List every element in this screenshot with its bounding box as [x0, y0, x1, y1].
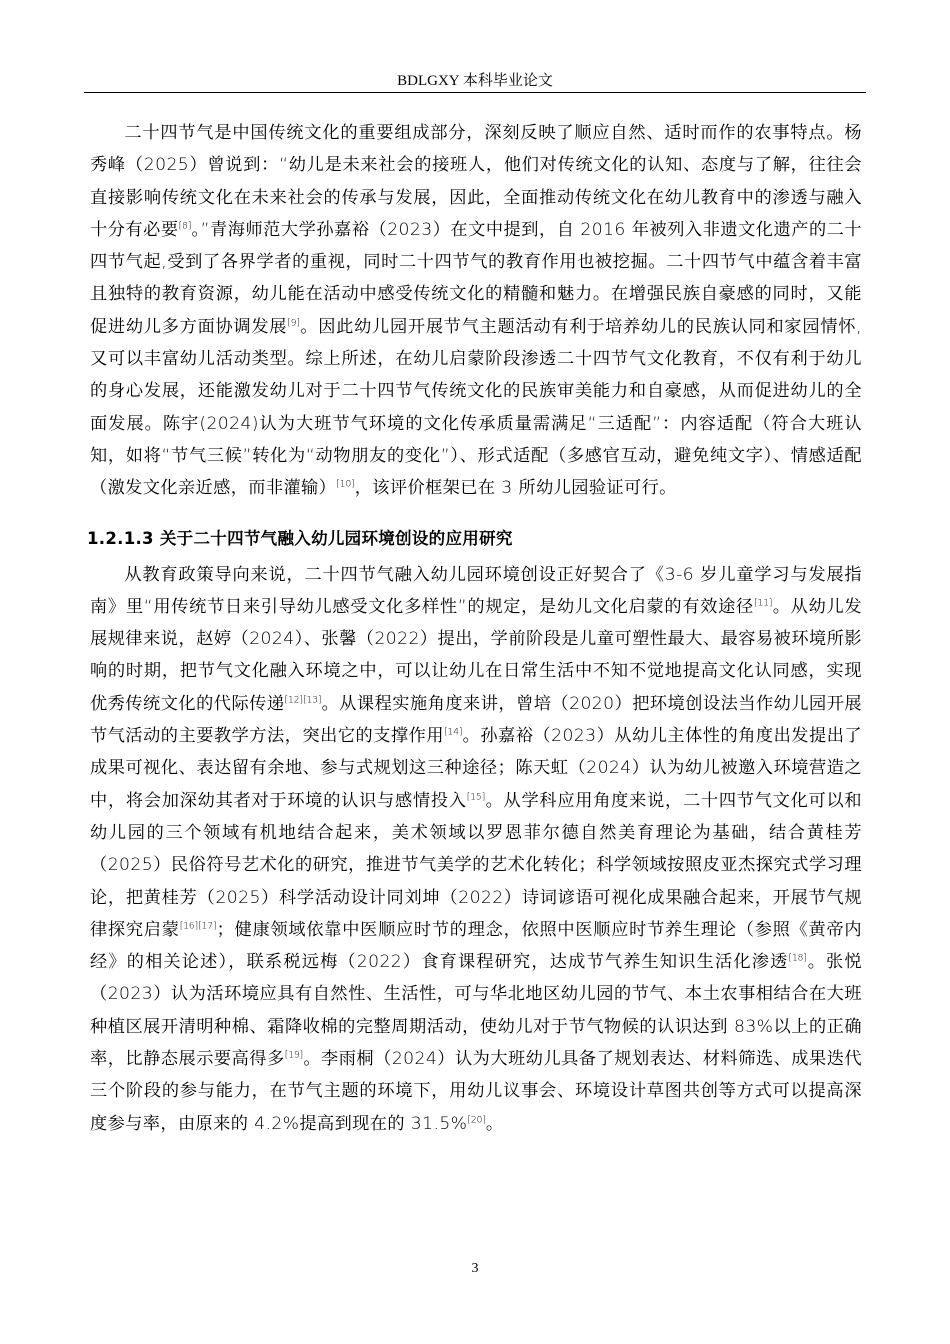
- citation-ref: [16][17]: [179, 921, 217, 932]
- citation-ref: [20]: [467, 1114, 486, 1125]
- section-heading: 1.2.1.3 关于二十四节气融入幼儿园环境创设的应用研究: [87, 528, 513, 548]
- citation-ref: [9]: [287, 318, 300, 329]
- text-run: 。从课程实施角度来讲，曾培（2020）把环境创设法当作幼儿园开展节气活动的主要教学方法，突出它的支撑作用: [90, 693, 863, 747]
- page-body: [87, 117, 863, 1140]
- citation-ref: [18]: [788, 953, 807, 964]
- text-run: ；健康领域依靠中医顺应时节的理念，依照中医顺应时节养生理论（参照《黄帝内经》的相关论述），联系税远梅（2022）食育课程研究，达成节气养生知识生活化渗透: [90, 919, 862, 973]
- citation-ref: [8]: [178, 221, 192, 232]
- text-run: 二十四节气是中国传统文化的重要组成部分，深刻反映了顺应自然、适时而作的农事特点。杨秀峰（2025）曾说到：“幼儿是未来社会的接班人，他们对传统文化的认知、态度与了解，往往会直接影响传统文化在未来社会的传承与发展，因此，全面推动传统文化在幼儿教育中的渗透与融入十分有必要: [90, 123, 862, 240]
- citation-ref: [14]: [444, 727, 463, 738]
- text-run: 。孙嘉裕（2023）从幼儿主体性的角度出发提出了成果可视化、表达留有余地、参与式规划这三种途径；陈天虹（2024）认为幼儿被邀入环境营造之中，将会加深幼其者对于环境的认识与感情投入: [90, 726, 862, 811]
- paragraph: [90, 559, 862, 1140]
- text-run: 。因此幼儿园开展节气主题活动有利于培养幼儿的民族认同和家园情怀,又可以丰富幼儿活动类型。综上所述，在幼儿启蒙阶段渗透二十四节气文化教育，不仅有利于幼儿的身心发展，还能激发幼儿对于二十四节气传统文化的民族审美能力和自豪感，从而促进幼儿的全面发展。陈宇(2024)认为大班节气环境的文化传承质量需满足“三适配”：内容适配（符合大班认知，如将“节气三候”转化为“动物朋友的变化”）、形式适配（多感官互动，避免纯文字）、情感适配（激发文化亲近感，而非灌输）: [90, 316, 862, 499]
- citation-ref: [12][13]: [284, 695, 322, 706]
- text-run: 。”青海师范大学孙嘉裕（2023）在文中提到，自 2016 年被列入非遗文化遗产的二十四节气起,受到了各界学者的重视，同时二十四节气的教育作用也被挖掘。二十四节气中蕴含着丰富且独特的教育资源，幼儿能在活动中感受传统文化的精髓和魅力。在增强民族自豪感的同时，又能促进幼儿多方面协调发展: [90, 219, 862, 337]
- text-run: 。李雨桐（2024）认为大班幼儿具备了规划表达、材料筛选、成果迭代三个阶段的参与能力，在节气主题的环境下，用幼儿议事会、环境设计草图共创等方式可以提高深度参与率，由原来的 4.2%提高到现在的 31.5%: [90, 1049, 862, 1134]
- citation-ref: [15]: [466, 791, 486, 802]
- text-run: 。: [485, 1113, 504, 1134]
- page-number: 3: [471, 1261, 479, 1276]
- paragraph: [90, 117, 862, 505]
- running-header: BDLGXY 本科毕业论文: [397, 73, 553, 89]
- text-run: 。从学科应用角度来说，二十四节气文化可以和幼儿园的三个领域有机地结合起来，美术领域以罗恩菲尔德自然美育理论为基础，结合黄桂芳（2025）民俗符号艺术化的研究，推进节气美学的艺术化转化；科学领域按照皮亚杰探究式学习理论，把黄桂芳（2025）科学活动设计同刘坤（2022）诗词谚语可视化成果融合起来，开展节气规律探究启蒙: [90, 790, 863, 940]
- header-divider: [84, 92, 866, 93]
- citation-ref: [10]: [336, 479, 355, 490]
- text-run: ，该评价框架已在 3 所幼儿园验证可行。: [354, 478, 677, 499]
- text-run: 从教育政策导向来说，二十四节气融入幼儿园环境创设正好契合了《3-6 岁儿童学习与发展指南》里“用传统节日来引导幼儿感受文化多样性”的规定，是幼儿文化启蒙的有效途径: [90, 564, 862, 617]
- citation-ref: [19]: [284, 1050, 304, 1061]
- text-run: 。从幼儿发展规律来说，赵婷（2024）、张馨（2022）提出，学前阶段是儿童可塑性最大、最容易被环境所影响的时期，把节气文化融入环境之中，可以让幼儿在日常生活中不知不觉地提高文化认同感，实现优秀传统文化的代际传递: [90, 596, 862, 714]
- citation-ref: [11]: [753, 598, 773, 609]
- text-run: 。张悦（2023）认为活环境应具有自然性、生活性，可与华北地区幼儿园的节气、本土农事相结合在大班种植区展开清明种棉、霜降收棉的完整周期活动，使幼儿对于节气物候的认识达到 83%以上的正确率，比静态展示要高得多: [90, 952, 862, 1070]
